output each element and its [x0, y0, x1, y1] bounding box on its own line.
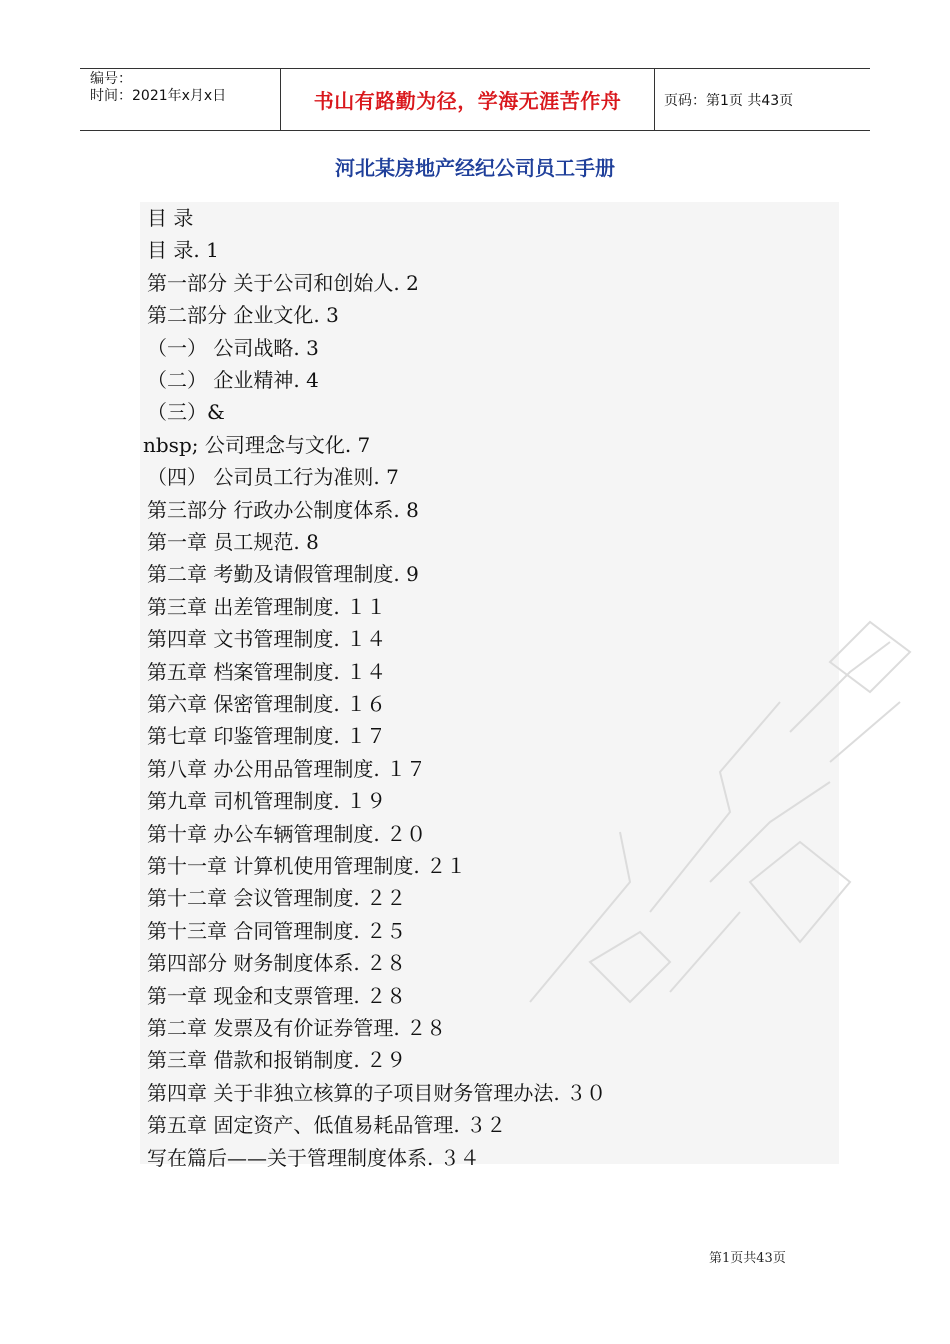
table-of-contents [140, 202, 839, 1170]
toc-entry: 第五章 档案管理制度. １４ [147, 659, 387, 684]
toc-entry: 第二章 发票及有价证券管理. ２８ [147, 1016, 447, 1040]
time-label: 时间：2021年x月x日 [90, 88, 227, 104]
page-header [80, 68, 870, 131]
toc-entry: 第四章 关于非独立核算的子项目财务管理办法. ３０ [147, 1080, 607, 1105]
toc-entry: 第七章 印鉴管理制度. １７ [147, 724, 387, 749]
toc-entry: （四） 公司员工行为准则. 7 [147, 465, 399, 490]
toc-entry: 目 录. 1 [147, 238, 219, 263]
header-meta [80, 69, 281, 130]
toc-entry: 第四部分 财务制度体系. ２８ [147, 951, 407, 976]
toc-entry: 第三部分 行政办公制度体系. 8 [147, 497, 419, 522]
watermark-graphic [470, 582, 950, 1062]
toc-entry: 第二章 考勤及请假管理制度. 9 [147, 562, 419, 587]
motto: 书山有路勤为径，学海无涯苦作舟 [313, 89, 622, 113]
number-label: 编号： [90, 71, 132, 87]
toc-entry: 第十章 办公车辆管理制度. ２０ [147, 821, 427, 846]
page-footer: 第1页共43页 [709, 1251, 786, 1266]
toc-entry: 第一章 现金和支票管理. ２８ [147, 983, 407, 1008]
header-motto-cell [281, 69, 655, 130]
toc-entry: 第四章 文书管理制度. １４ [147, 627, 387, 652]
toc-entry: 第十三章 合同管理制度. ２５ [147, 918, 407, 943]
toc-entry: 第一章 员工规范. 8 [147, 530, 319, 554]
toc-entry: 目 录 [147, 206, 194, 230]
header-page-cell [655, 69, 870, 130]
toc-entry: 第三章 借款和报销制度. ２９ [147, 1048, 407, 1073]
toc-entry: 第二部分 企业文化. 3 [147, 303, 339, 328]
document-title: 河北某房地产经纪公司员工手册 [335, 156, 615, 180]
toc-entry: 第十一章 计算机使用管理制度. ２１ [147, 854, 467, 878]
page-info: 页码：第1页 共43页 [664, 92, 794, 109]
toc-entry: 写在篇后——关于管理制度体系. ３４ [147, 1145, 480, 1170]
toc-entry: 第五章 固定资产、低值易耗品管理. ３２ [147, 1113, 507, 1138]
toc-entry: （二） 企业精神. 4 [147, 368, 319, 392]
toc-entry: 第八章 办公用品管理制度. １７ [147, 756, 427, 781]
toc-entry: 第十二章 会议管理制度. ２２ [147, 886, 407, 911]
toc-entry: 第六章 保密管理制度. １６ [147, 692, 387, 716]
toc-entry: （三）& [147, 400, 225, 425]
toc-entry: 第三章 出差管理制度. １１ [147, 594, 387, 619]
toc-entry: 第一部分 关于公司和创始人. 2 [147, 270, 419, 295]
toc-entry: nbsp; 公司理念与文化. 7 [143, 432, 371, 457]
toc-entry: （一） 公司战略. 3 [147, 335, 319, 360]
toc-entry: 第九章 司机管理制度. １９ [147, 789, 387, 814]
